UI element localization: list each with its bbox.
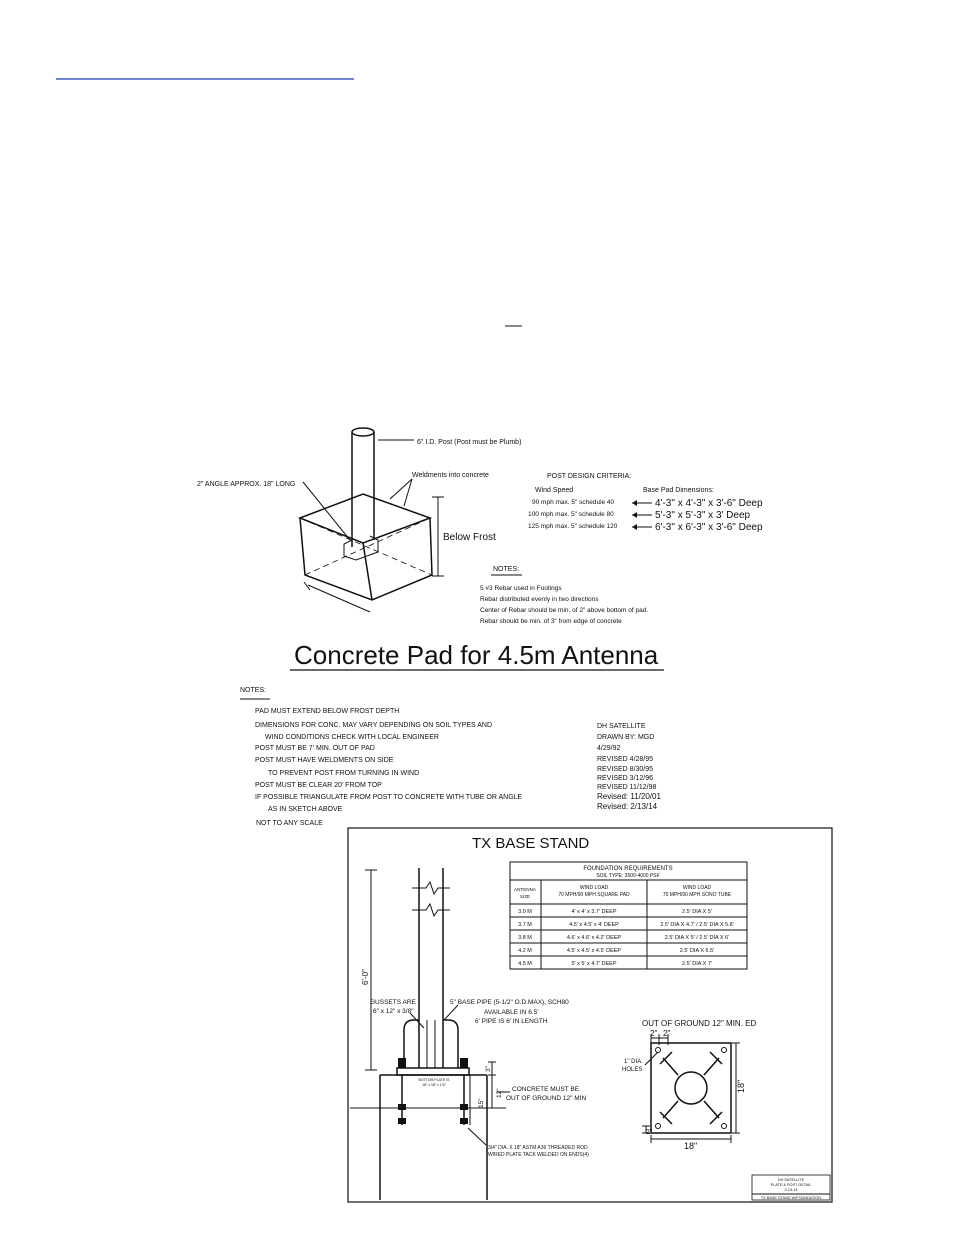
gussets-label-1: GUSSETS ARE [370,999,416,1006]
angle-label: 2" ANGLE APPROX. 18" LONG [197,481,296,488]
gussets-label-2: 6" x 12" x 3/8" [373,1008,414,1015]
rev-2: 4/29/92 [597,745,621,752]
holes-label-2: HOLES [622,1067,643,1073]
plan-dim-18h: 18" [684,1141,698,1151]
rebar-note-0: 5 #3 Rebar used in Footings [480,585,562,592]
table-cell: 3.0 M [518,909,532,915]
note-2: WIND CONDITIONS CHECK WITH LOCAL ENGINEER [265,734,439,741]
note-6: POST MUST BE CLEAR 20' FROM TOP [255,782,382,789]
title-block-line-2: 2-13-14 [784,1188,798,1192]
table-cell: 4.5' x 4.5' x 4.5' DEEP [566,948,622,954]
rev-1: DRAWN BY: MGD [597,734,655,741]
bolt-label-1: 3/4" DIA. X 18" ASTM A36 THREADED ROD [488,1145,588,1151]
table-title: FOUNDATION REQUIREMENTS [583,866,673,872]
rev-8: Revised: 2/13/14 [597,802,658,811]
table-cell: 4' x 4' x 3.7' DEEP [571,909,617,915]
table-cell: 2.5' DIA X 7' [682,961,712,967]
bolt-label-2: WIRED PLATE TACK WELDED ON ENDS(4) [488,1152,589,1158]
rebar-note-2: Center of Rebar should be min. of 2" above bottom of pad. [480,607,649,614]
criteria-pad-0: 4'-3" x 4'-3" x 3'-6" Deep [655,498,763,509]
bottom-plate-1: BOTTOM PLATE IS [418,1078,450,1082]
note-0: PAD MUST EXTEND BELOW FROST DEPTH [255,708,400,715]
rebar-note-3: Rebar should be min. of 3" from edge of concrete [480,618,622,625]
pad-header: Base Pad Dimensions: [643,487,714,494]
rev-3: REVISED 4/28/95 [597,756,654,763]
plan-dim-18v: 18" [736,1079,746,1093]
table-cell: 3.8 M [518,935,532,941]
pipe-label-1: 5" BASE PIPE (5-1/2" O.D.MAX), SCH80 [450,999,569,1006]
rebar-notes-title: NOTES: [493,566,520,573]
dim-3: 3" [485,1066,492,1072]
criteria-wind-2: 125 mph max. 5" schedule 120 [528,523,618,530]
plan-dim-2b: 2" [663,1029,671,1038]
wind-speed-header: Wind Speed [535,487,574,494]
table-cell: 2.5' DIA X 5' / 2.5' DIA X 6' [664,935,730,941]
criteria-arrows [632,500,652,530]
title-block-line-1: PLATE & POST DETAIL [770,1183,812,1187]
table-header-1: WIND LOAD 70 MPH/90 MPH SQUARE PAD [558,885,630,898]
table-cell: 2.5' DIA X 5' [682,909,712,915]
table-cell: 2.5' DIA X 6.5' [679,948,715,954]
notes-title: NOTES: [240,687,267,694]
rev-7: Revised: 11/20/01 [597,792,661,801]
bottom-plate-2: 18" x 18" x 1/2" [422,1083,446,1087]
dim-15: 15" [478,1098,485,1108]
criteria-pad-1: 5'-3" x 5'-3" x 3' Deep [655,510,751,521]
note-5: TO PREVENT POST FROM TURNING IN WIND [268,770,420,777]
holes-label-1: 1" DIA. [624,1059,643,1065]
note-4: POST MUST HAVE WELDMENTS ON SIDE [255,757,394,764]
table-subtitle: SOIL TYPE: 3500-4000 PSF [596,873,660,879]
note-1: DIMENSIONS FOR CONC. MAY VARY DEPENDING ON SOIL TYPES AND [255,722,493,729]
criteria-pad-2: 6'-3" x 6'-3" x 3'-6" Deep [655,522,763,533]
below-frost-label: Below Frost [443,532,496,543]
note-9: NOT TO ANY SCALE [256,820,323,827]
table-header-0: ANTENNA SIZE [514,887,536,899]
table-header-2: WIND LOAD 70 MPH/90 MPH SONO TUBE [662,885,732,898]
plan-label: OUT OF GROUND 12" MIN. ED [642,1019,757,1028]
rev-4: REVISED 8/30/95 [597,766,654,773]
plan-dim-2a: 2" [650,1029,658,1038]
rev-5: REVISED 3/12/96 [597,775,654,782]
post-pad-isometric [300,428,444,612]
plan-dim-2c: 2" [646,1129,653,1136]
criteria-wind-0: 90 mph max. 5" schedule 40 [532,499,615,506]
table-cell: 4.2 M [518,948,532,954]
note-8: AS IN SKETCH ABOVE [268,806,343,813]
table-cell: 4.5' x 4.5' x 4' DEEP [569,922,619,928]
note-3: POST MUST BE 7' MIN. OUT OF PAD [255,745,375,752]
criteria-wind-1: 100 mph max. 5" schedule 80 [528,511,614,518]
table-cell: 4.6' x 4.6' x 4.2' DEEP [566,935,622,941]
table-cell: 5' x 5' x 4.7' DEEP [571,961,617,967]
title-block-line-3: TX BASE STAND W/FOUNDATION [760,1196,822,1200]
table-cell: 2.5' DIA X 4.7' / 2.5' DIA X 5.8' [660,922,734,928]
tx-title: TX BASE STAND [472,835,590,852]
main-title: Concrete Pad for 4.5m Antenna [294,640,659,670]
post-label: 6" I.D. Post (Post must be Plumb) [417,439,522,446]
criteria-title: POST DESIGN CRITERIA: [547,473,632,480]
rebar-note-1: Rebar distributed evenly in two directions [480,596,599,603]
dim-12: 12" [496,1088,503,1098]
concrete-label-1: CONCRETE MUST BE [512,1086,580,1093]
pipe-label-2: AVAILABLE IN 6.5' [484,1009,539,1016]
concrete-label-2: OUT OF GROUND 12" MIN [506,1095,587,1102]
rev-0: DH SATELLITE [597,723,646,730]
table-cell: 3.7 M [518,922,532,928]
weldments-label: Weldments into concrete [412,472,489,479]
pipe-label-3: 6' PIPE IS 6' IN LENGTH [475,1018,548,1025]
table-cell: 4.5 M [518,961,532,967]
title-block-line-0: DH SATELLITE [777,1178,805,1182]
rev-6: REVISED 11/12/98 [597,784,657,791]
note-7: IF POSSIBLE TRIANGULATE FROM POST TO CONCRETE WITH TUBE OR ANGLE [255,794,523,801]
height-dim-label: 6'-0" [361,969,370,985]
